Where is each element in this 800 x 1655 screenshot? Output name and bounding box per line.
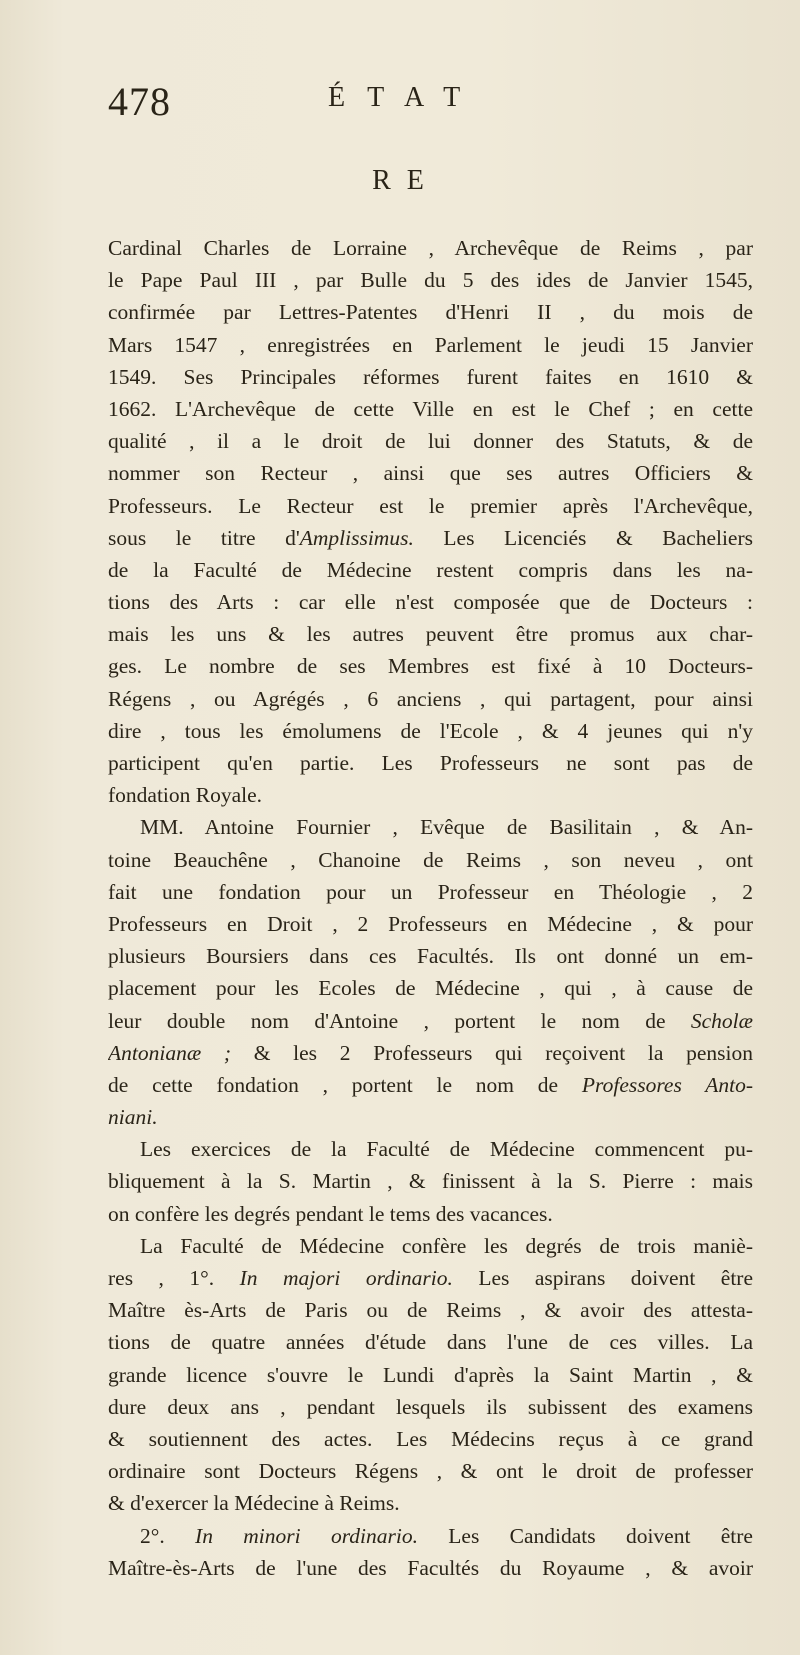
- text-line: [108, 1391, 753, 1423]
- text-line: [108, 1037, 753, 1069]
- text-span: La Faculté de Médecine confère les degrés de trois maniè-: [140, 1233, 753, 1258]
- text-line: [108, 586, 753, 618]
- text-line: [108, 650, 753, 682]
- text-span: & d'exercer la Médecine à Reims.: [108, 1491, 400, 1516]
- text-line: [108, 457, 753, 489]
- text-span: & les 2 Professeurs qui reçoivent la pension: [231, 1040, 753, 1065]
- text-line: [108, 811, 753, 843]
- text-span: & soutiennent des actes. Les Médecins reçus à ce grand: [108, 1426, 753, 1451]
- text-line: [108, 554, 753, 586]
- text-span: 1549. Ses Principales réformes furent faites en 1610 &: [108, 364, 753, 389]
- text-span: 2°.: [140, 1523, 196, 1548]
- text-span: fait une fondation pour un Professeur en Théologie , 2: [108, 879, 753, 904]
- text-line: [108, 264, 753, 296]
- text-line: [108, 715, 753, 747]
- italic-text: In majori ordinario.: [239, 1266, 453, 1290]
- page-number: 478: [108, 79, 171, 124]
- text-span: placement pour les Ecoles de Médecine , qui , à cause de: [108, 976, 753, 1001]
- text-span: Mars 1547 , enregistrées en Parlement le jeudi 15 Janvier: [108, 332, 753, 357]
- text-span: le Pape Paul III , par Bulle du 5 des ides de Janvier 1545,: [108, 268, 753, 293]
- text-span: de cette fondation , portent le nom de: [108, 1072, 582, 1097]
- text-span: Les aspirans doivent être: [452, 1266, 753, 1290]
- italic-text: Antonianæ ;: [108, 1040, 232, 1065]
- text-span: qualité , il a le droit de lui donner des Statuts, & de: [108, 429, 753, 454]
- text-line: [108, 844, 753, 876]
- text-line: [108, 1133, 753, 1165]
- text-span: Maître ès-Arts de Paris ou de Reims , & avoir des attesta-: [108, 1298, 753, 1323]
- text-span: Les Candidats doivent être: [417, 1523, 753, 1548]
- text-span: leur double nom d'Antoine , portent le nom de: [108, 1008, 691, 1033]
- text-span: participent qu'en partie. Les Professeurs ne sont pas de: [108, 751, 753, 775]
- text-line: [108, 972, 753, 1004]
- text-span: Professeurs en Droit , 2 Professeurs en Médecine , & pour: [108, 911, 753, 936]
- text-span: mais les uns & les autres peuvent être promus aux char-: [108, 622, 753, 647]
- text-line: [108, 1198, 753, 1230]
- text-span: 1662. L'Archevêque de cette Ville en est le Chef ; en cette: [108, 396, 753, 421]
- text-line: [108, 1520, 753, 1552]
- text-span: MM. Antoine Fournier , Evêque de Basilitain , & An-: [140, 815, 753, 840]
- text-span: de la Faculté de Médecine restent compris dans les na-: [108, 557, 753, 582]
- text-span: confirmée par Lettres-Patentes d'Henri II , du mois de: [108, 300, 753, 325]
- text-line: [108, 1423, 753, 1455]
- text-line: [108, 1165, 753, 1197]
- text-span: res , 1°.: [108, 1266, 240, 1290]
- text-line: [108, 1230, 753, 1262]
- text-span: Les exercices de la Faculté de Médecine commencent pu-: [140, 1137, 753, 1162]
- text-span: tions de quatre années d'étude dans l'une de ces villes. La: [108, 1330, 753, 1355]
- text-span: grande licence s'ouvre le Lundi d'après la Saint Martin , &: [108, 1362, 753, 1387]
- text-line: [108, 296, 753, 328]
- text-line: [108, 425, 753, 457]
- text-line: [108, 1455, 753, 1487]
- section-heading: RE: [372, 165, 440, 196]
- text-span: toine Beauchêne , Chanoine de Reims , son neveu , ont: [108, 847, 753, 872]
- text-span: Professeurs. Le Recteur est le premier après l'Archevêque,: [108, 493, 753, 518]
- text-span: ges. Le nombre de ses Membres est fixé à 10 Docteurs-: [108, 654, 753, 679]
- text-line: [108, 747, 753, 779]
- italic-text: Amplissimus.: [299, 525, 414, 550]
- text-line: [108, 232, 753, 264]
- text-span: plusieurs Boursiers dans ces Facultés. Ils ont donné un em-: [108, 944, 753, 969]
- text-span: Cardinal Charles de Lorraine , Archevêque de Reims , par: [108, 236, 753, 260]
- text-span: Maître-ès-Arts de l'une des Facultés du Royaume , & avoir: [108, 1555, 753, 1580]
- text-line: [108, 1005, 753, 1037]
- text-line: [108, 490, 753, 522]
- italic-text: In minori ordinario.: [195, 1523, 418, 1548]
- text-line: [108, 1359, 753, 1391]
- text-line: [108, 908, 753, 940]
- page-header: [0, 78, 800, 138]
- italic-text: Scholæ: [690, 1008, 753, 1033]
- text-span: Les Licenciés & Bacheliers: [413, 525, 753, 550]
- text-line: [108, 361, 753, 393]
- text-line: [108, 1487, 753, 1519]
- italic-text: Professores Anto-: [581, 1072, 753, 1097]
- text-line: [108, 329, 753, 361]
- text-span: sous le titre d': [108, 525, 300, 550]
- text-line: [108, 683, 753, 715]
- text-line: [108, 876, 753, 908]
- text-line: [108, 779, 753, 811]
- text-span: fondation Royale.: [108, 783, 263, 808]
- text-line: [108, 940, 753, 972]
- text-span: dire , tous les émolumens de l'Ecole , & 4 jeunes qui n'y: [108, 718, 753, 743]
- text-span: on confère les degrés pendant le tems des vacances.: [108, 1201, 553, 1226]
- body-text: [108, 232, 753, 1584]
- text-span: Régens , ou Agrégés , 6 anciens , qui partagent, pour ainsi: [108, 686, 753, 711]
- text-span: dure deux ans , pendant lesquels ils subissent des examens: [108, 1394, 753, 1419]
- text-span: tions des Arts : car elle n'est composée que de Docteurs :: [108, 590, 753, 615]
- text-line: [108, 1294, 753, 1326]
- text-line: [108, 522, 753, 554]
- text-line: [108, 1262, 753, 1294]
- running-title: ÉTAT: [328, 82, 483, 113]
- text-span: bliquement à la S. Martin , & finissent à la S. Pierre : mais: [108, 1169, 753, 1194]
- text-line: [108, 393, 753, 425]
- text-line: [108, 1326, 753, 1358]
- text-line: [108, 618, 753, 650]
- italic-text: niani.: [108, 1105, 158, 1130]
- text-line: [108, 1069, 753, 1101]
- text-span: nommer son Recteur , ainsi que ses autres Officiers &: [108, 461, 753, 486]
- text-span: ordinaire sont Docteurs Régens , & ont le droit de professer: [108, 1459, 753, 1484]
- text-line: [108, 1101, 753, 1133]
- text-line: [108, 1552, 753, 1584]
